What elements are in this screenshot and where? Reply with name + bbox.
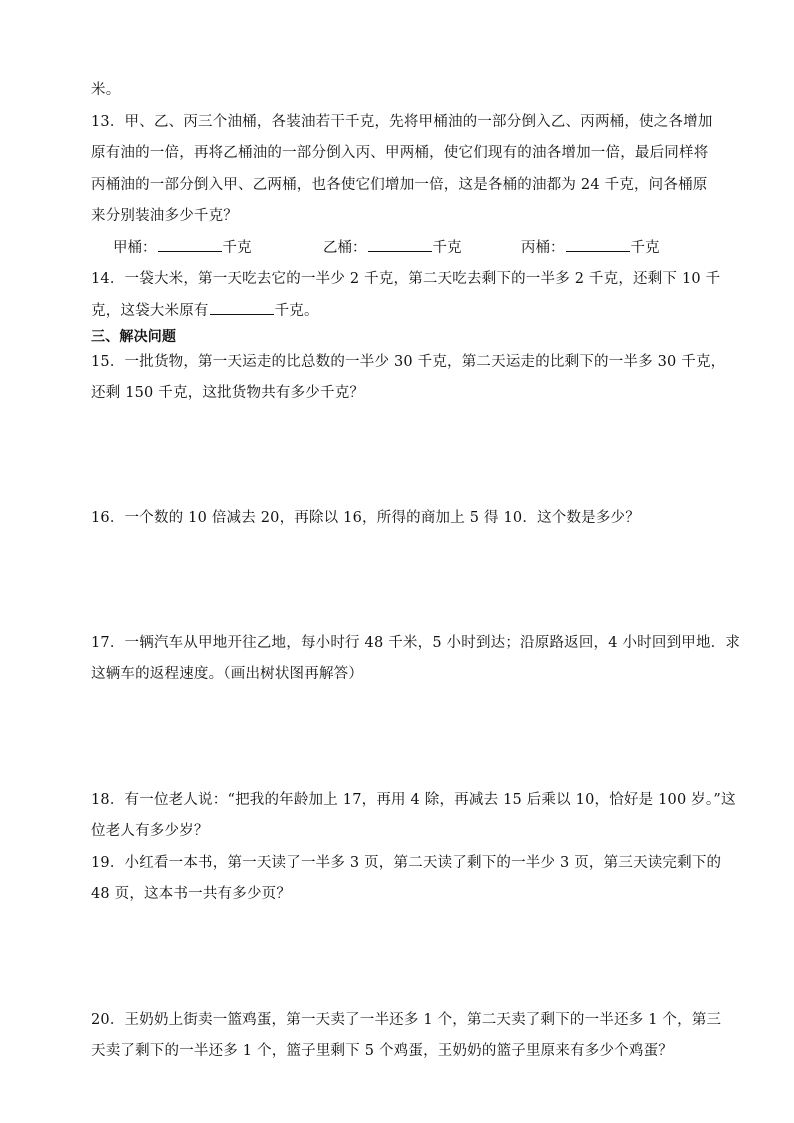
q13-line-3: 丙桶油的一部分倒入甲、乙两桶，也各使它们增加一倍，这是各桶的油都为 24 千克，问各桶原 [91, 177, 708, 193]
q14-answer-blank[interactable] [210, 300, 274, 315]
q13-line-4: 来分别装油多少千克？ [91, 208, 238, 224]
answer-c-unit: 千克 [630, 240, 660, 256]
q18-line-1: 18．有一位老人说：“把我的年龄加上 17，再用 4 除，再减去 15 后乘以 10，恰好是 100 岁。”这 [91, 792, 736, 808]
answer-a [113, 237, 252, 258]
q16-line: 16．一个数的 10 倍减去 20，再除以 16，所得的商加上 5 得 10．这个数是多少？ [91, 510, 640, 526]
q17-line-2: 这辆车的返程速度。（画出树状图再解答） [91, 666, 364, 682]
answer-b-label: 乙桶： [323, 240, 367, 256]
answer-a-blank[interactable] [158, 237, 222, 252]
answer-b [323, 237, 462, 258]
answer-a-label: 甲桶： [113, 240, 157, 256]
q17-line-1: 17．一辆汽车从甲地开往乙地，每小时行 48 千米，5 小时到达；沿原路返回，4 小时回到甲地．求 [91, 635, 741, 651]
q13-line-1: 13．甲、乙、丙三个油桶，各装油若干千克，先将甲桶油的一部分倒入乙、丙两桶，使之各增加 [91, 114, 713, 130]
q14-line-1: 14．一袋大米，第一天吃去它的一半少 2 千克，第二天吃去剩下的一半多 2 千克，还剩下 10 千 [91, 271, 721, 287]
q15-line-1: 15．一批货物，第一天运走的比总数的一半少 30 千克，第二天运走的比剩下的一半多 30 千克， [91, 354, 726, 370]
q19-line-1: 19．小红看一本书，第一天读了一半多 3 页，第二天读了剩下的一半少 3 页，第三天读完剩下的 [91, 855, 722, 871]
q14-line-2 [91, 300, 731, 321]
q15-line-2: 还剩 150 千克，这批货物共有多少千克？ [91, 385, 365, 401]
q20-line-1: 20．王奶奶上街卖一篮鸡蛋，第一天卖了一半还多 1 个，第二天卖了剩下的一半还多 1 个，第三 [91, 1012, 722, 1028]
section-heading: 三、解决问题 [91, 329, 177, 345]
answer-a-unit: 千克 [222, 240, 252, 256]
q14-line-2-post: 千克。 [274, 303, 319, 319]
answer-c-label: 丙桶： [521, 240, 565, 256]
q20-line-2: 天卖了剩下的一半还多 1 个，篮子里剩下 5 个鸡蛋，王奶奶的篮子里原来有多少个鸡蛋？ [91, 1043, 673, 1059]
answer-c [521, 237, 660, 258]
answer-b-unit: 千克 [432, 240, 462, 256]
q19-line-2: 48 页，这本书一共有多少页？ [91, 886, 292, 902]
q13-answer-row [113, 237, 733, 257]
q14-line-2-pre: 克，这袋大米原有 [91, 303, 209, 319]
q18-line-2: 位老人有多少岁？ [91, 823, 209, 839]
q13-line-2: 原有油的一倍，再将乙桶油的一部分倒入丙、甲两桶，使它们现有的油各增加一倍，最后同样将 [91, 145, 709, 161]
q12-tail: 米。 [91, 82, 121, 98]
answer-c-blank[interactable] [566, 237, 630, 252]
answer-b-blank[interactable] [368, 237, 432, 252]
